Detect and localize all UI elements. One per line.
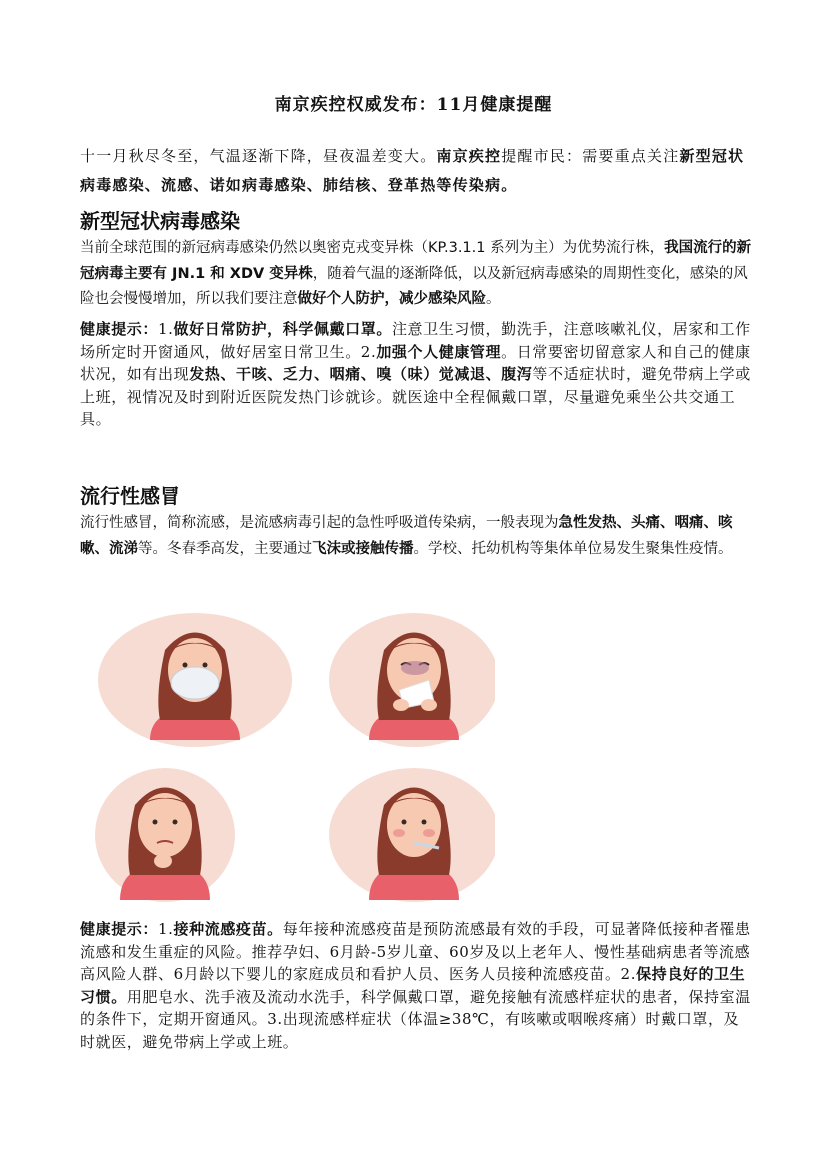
flu-bold-1: 急性发热、头痛、咽痛、咳嗽、流涕 <box>80 515 733 557</box>
flu-tip-bold-1: 接种流感疫苗。 <box>173 920 283 938</box>
covid-bold-1: 我国流行的新冠病毒主要有 JN.1 和 XDV 变异株 <box>80 240 752 282</box>
intro-text-1: 十一月秋尽冬至，气温逐渐下降，昼夜温差变大。 <box>80 147 437 165</box>
covid-text-3: 。 <box>486 291 501 307</box>
covid-text-1: 当前全球范围的新冠病毒感染仍然以奥密克戎变异株（KP.3.1.1 系列为主）为优势流行株， <box>80 240 665 256</box>
covid-tip-bold-2: 加强个人健康管理 <box>376 342 502 361</box>
intro-text-3: 点关注 <box>630 147 680 165</box>
flu-tip-text-2: 每年接种流感疫苗是预防流感最有效的手段，可显著降低接种者罹患流感和发生重症的风险。推荐孕妇、6月龄-5岁儿童、60岁及以上老年人、慢性基础病患者等流感高风险人群、6月龄以下婴儿的家庭成员和看护人员、医务人员接种流感疫苗。2. <box>80 920 751 983</box>
covid-tip-text-1: 1. <box>158 320 174 338</box>
flu-tip-text-3: 用肥皂水、洗手液及流动水洗手，科学佩戴口罩，避免接触有流感样症状的患者，保持室温的条件下，定期开窗通风。3.出现流感样症状（体温≥38℃，有咳嗽或咽喉疼痛）时戴口罩，及时就医，避免带病上学或上班。 <box>80 987 751 1051</box>
covid-tip-label: 健康提示： <box>80 320 159 338</box>
flu-paragraph <box>80 511 752 562</box>
covid-heading: 新型冠状病毒感染 <box>80 209 240 233</box>
covid-tip-bold-1: 做好日常防护，科学佩戴口罩。 <box>173 320 392 338</box>
intro-paragraph <box>80 142 752 199</box>
flu-tip-text-1: 1. <box>158 920 174 938</box>
covid-tip-bold-3: 发热、干咳、乏力、咽痛、嗅（味）觉减退、腹泻 <box>189 365 533 383</box>
flu-heading: 流行性感冒 <box>80 484 180 508</box>
flu-bold-2: 飞沫或接触传播 <box>312 540 414 557</box>
covid-paragraph <box>80 236 752 313</box>
covid-tip-text-2: 注意卫生习惯，勤洗手，注意咳嗽礼仪，居家和工作场所定时开窗通风，做好居室日常卫生。2. <box>80 320 751 361</box>
flu-text-3: 。学校、托幼机构等集体单位易发生聚集性疫情。 <box>413 540 733 557</box>
woman-sore-throat-icon <box>95 768 235 902</box>
intro-bold-1: 南京疾控 <box>436 147 502 165</box>
covid-tip-paragraph <box>80 318 752 431</box>
intro-bold-2: 新型冠状病毒感染、流感、诺如病毒感染、肺结核、登革热等传染病。 <box>80 147 745 194</box>
covid-tip-text-4: 等不适症状时，避免带病上学或上班，视情况及时到附近医院发热门诊就诊。就医途中全程佩戴口罩，尽量避免乘坐公共交通工具。 <box>80 365 751 428</box>
covid-tip-text-3: 。日常要密切留意家人和自己的健康状况，如有出现 <box>80 342 751 383</box>
document-title: 南京疾控权威发布：11月健康提醒 <box>274 95 553 115</box>
flu-tip-label: 健康提示： <box>80 920 159 938</box>
covid-bold-2: 做好个人防护，减少感染风险 <box>297 291 486 307</box>
covid-text-2: ，随着气温的逐渐降低，以及新冠病毒感染的周期性变化，感染的风险也会慢慢增加，所以我们要注意 <box>80 265 748 307</box>
flu-text-2: 等。冬春季高发，主要通过 <box>138 540 312 557</box>
intro-text-2: 提醒市民：需要重 <box>501 147 631 165</box>
flu-tip-paragraph <box>80 918 752 1053</box>
flu-symptom-illustrations <box>95 610 495 910</box>
flu-text-1: 流行性感冒，简称流感，是流感病毒引起的急性呼吸道传染病，一般表现为 <box>80 515 559 531</box>
woman-wearing-mask-icon <box>98 613 292 747</box>
flu-tip-bold-2: 保持良好的卫生习惯。 <box>80 965 746 1006</box>
woman-fever-thermometer-icon <box>329 768 495 902</box>
woman-sneezing-tissue-icon <box>329 613 495 747</box>
